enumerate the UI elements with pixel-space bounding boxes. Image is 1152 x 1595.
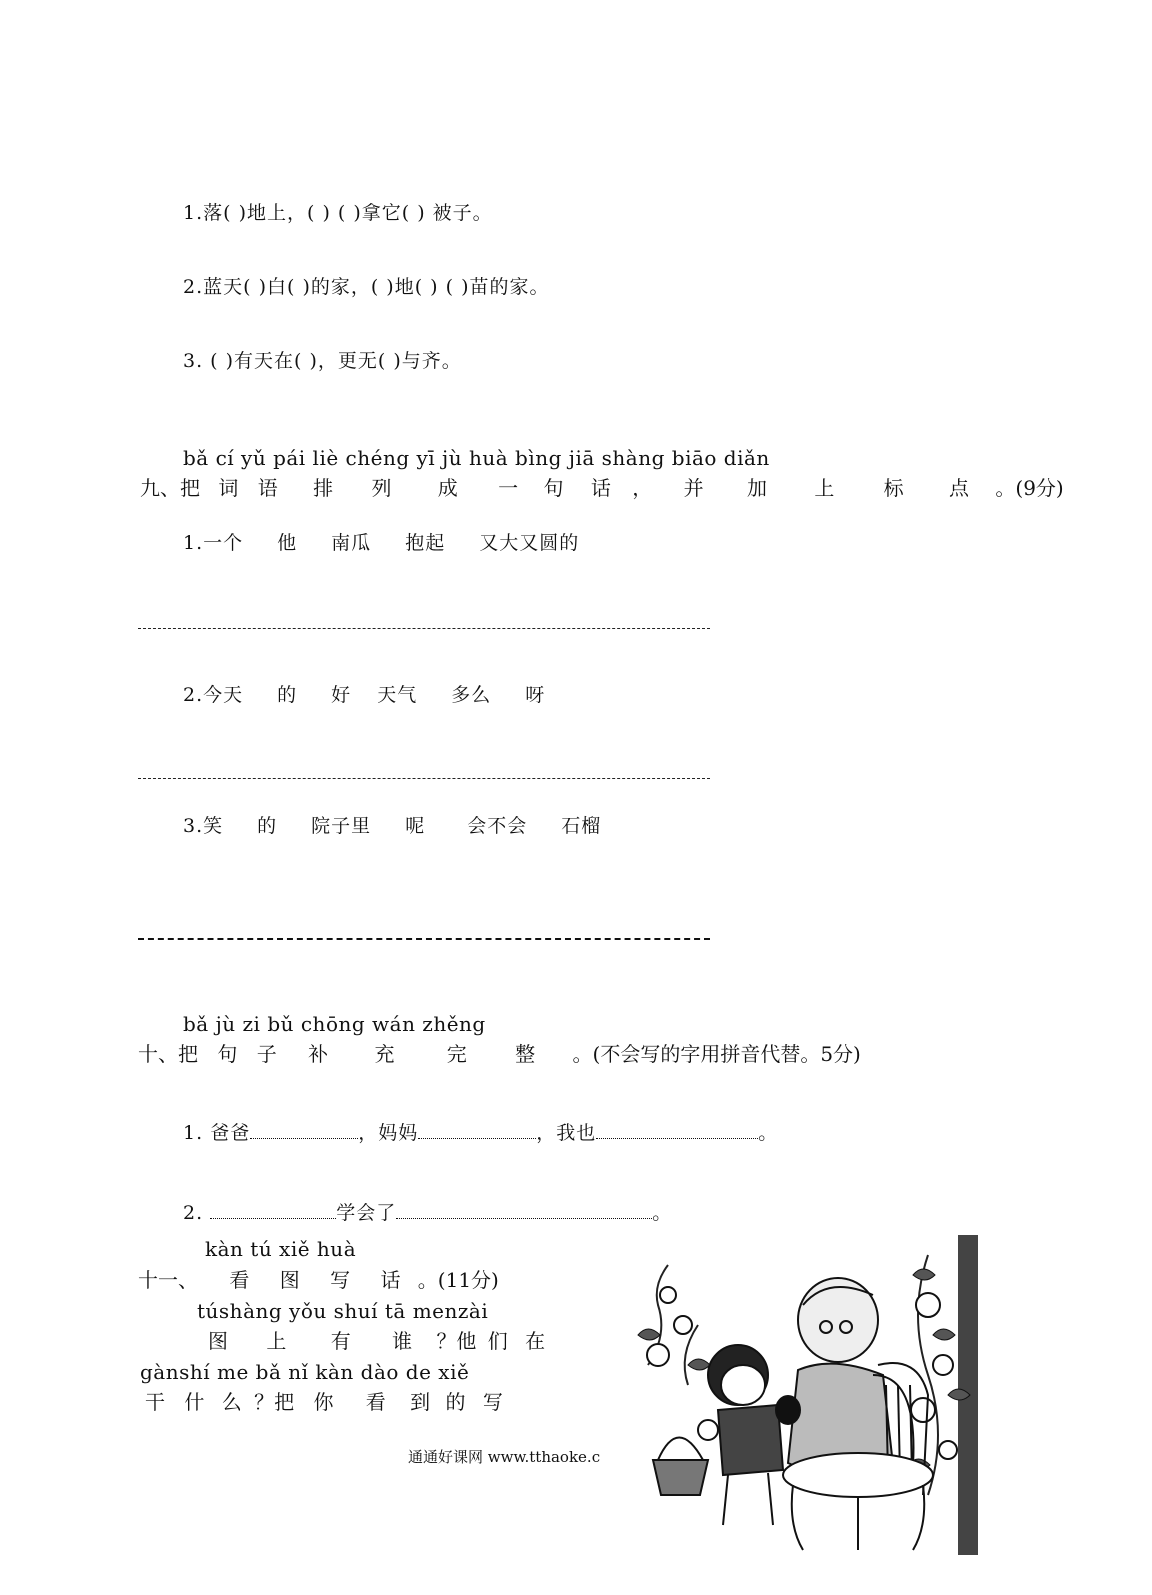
item-number: 3. (183, 815, 204, 837)
q10-title-char: 充 (374, 1042, 395, 1066)
q9-title-char: 标 (883, 476, 904, 500)
q11-sub-hanzi-1 (193, 1325, 555, 1354)
q10-title-char: 。(不会写的字用拼音代替。5分) (572, 1042, 861, 1066)
q9-title-char: 一 (498, 476, 519, 500)
hanzi-char: 看 (365, 1390, 386, 1414)
word-token: 呀 (525, 684, 546, 706)
q10-title-char: 完 (446, 1042, 467, 1066)
hanzi-char: ？把 (254, 1390, 295, 1414)
hanzi-char: 写 (482, 1390, 503, 1414)
q9-item-1 (183, 528, 613, 555)
item-number: 2. (183, 684, 204, 706)
q9-title-char: 。(9分) (995, 476, 1064, 500)
q10-line-2 (183, 1198, 672, 1225)
sentence-text: ，妈妈 (358, 1122, 419, 1144)
word-token: 会不会 (467, 815, 528, 837)
word-token: 天气 (377, 684, 418, 706)
q10-title-char: 子 (256, 1042, 277, 1066)
q10-title-char: 补 (308, 1042, 329, 1066)
blank-field[interactable] (250, 1120, 358, 1139)
word-token: 的 (257, 815, 278, 837)
word-token: 他 (277, 532, 298, 554)
q10-title-char: 十、把 (138, 1042, 198, 1066)
item-number: 1. (183, 1122, 204, 1144)
q9-item-2 (183, 680, 579, 707)
q11-pinyin: kàn tú xiě huà (205, 1237, 357, 1261)
answer-line-1[interactable] (138, 628, 710, 629)
q9-title-char: 点 (949, 476, 970, 500)
word-token: 南瓜 (331, 532, 372, 554)
blank-field[interactable] (210, 1200, 336, 1219)
q10-title (138, 1038, 861, 1067)
q9-title-char: 九、把 (140, 476, 200, 500)
q11-title-char: 看 (229, 1268, 250, 1292)
hanzi-char: 们 (487, 1329, 508, 1353)
hanzi-char: 你 (313, 1390, 334, 1414)
q11-title-char: 十一、 (138, 1268, 198, 1292)
q10-title-char: 句 (217, 1042, 238, 1066)
q11-sub-pinyin-2: gànshí me bǎ nǐ kàn dào de xiě (140, 1360, 470, 1384)
word-token: 今天 (203, 684, 244, 706)
word-token: 一个 (203, 532, 244, 554)
hanzi-char: 什 (184, 1390, 205, 1414)
word-token: 呢 (405, 815, 426, 837)
item-number: 2. (183, 1202, 204, 1224)
fill-line-1: 1.落( )地上，( ) ( )拿它( ) 被子。 (183, 202, 493, 224)
q9-pinyin: bǎ cí yǔ pái liè chéng yī jù huà bìng jiā shàng biāo diǎn (183, 446, 770, 470)
word-token: 石榴 (561, 815, 602, 837)
sentence-text: 。 (652, 1202, 673, 1224)
word-token: 好 (331, 684, 352, 706)
hanzi-char: 的 (445, 1390, 466, 1414)
q11-title-char: 写 (330, 1268, 351, 1292)
q10-pinyin: bǎ jù zi bǔ chōng wán zhěng (183, 1012, 486, 1036)
hanzi-char: 么 (221, 1390, 242, 1414)
answer-line-3[interactable] (138, 938, 710, 940)
hanzi-char: 在 (525, 1329, 546, 1353)
q9-title (140, 472, 1064, 501)
q9-title-char: 语 (257, 476, 278, 500)
q9-title-char: 排 (313, 476, 334, 500)
q11-sub-hanzi-2 (140, 1386, 507, 1415)
word-token: 又大又圆的 (479, 532, 580, 554)
word-token: 抱起 (405, 532, 446, 554)
q9-title-char: 加 (746, 476, 767, 500)
q9-title-char: 列 (371, 476, 392, 500)
footer-watermark: 通通好课网 www.tthaoke.c (408, 1448, 601, 1466)
word-token: 笑 (203, 815, 224, 837)
q10-title-char: 整 (515, 1042, 536, 1066)
hanzi-char: 干 (145, 1390, 165, 1414)
q11-title-char: 图 (279, 1268, 300, 1292)
word-token: 多么 (451, 684, 492, 706)
fill-line-3: 3. ( )有天在( )，更无( )与齐。 (183, 350, 462, 372)
hanzi-char: 谁 (392, 1329, 413, 1353)
hanzi-char: 图 (208, 1329, 228, 1353)
q11-title-char: 。(11分) (417, 1268, 499, 1292)
answer-line-2[interactable] (138, 778, 710, 779)
q11-sub-pinyin-1: túshàng yǒu shuí tā menzài (197, 1299, 489, 1323)
blank-field[interactable] (418, 1120, 536, 1139)
hanzi-char: ？他 (436, 1329, 477, 1353)
q11-title-char: 话 (380, 1268, 401, 1292)
q9-title-char: 句 (543, 476, 564, 500)
q9-title-char: 词 (218, 476, 239, 500)
hanzi-char: 有 (330, 1329, 351, 1353)
q10-line-1 (183, 1118, 778, 1145)
sentence-text: 爸爸 (210, 1122, 251, 1144)
word-token: 的 (277, 684, 298, 706)
sentence-text: 。 (758, 1122, 779, 1144)
word-token: 院子里 (311, 815, 372, 837)
sentence-text: 学会了 (336, 1202, 397, 1224)
fill-line-2: 2.蓝天( )白( )的家，( )地( ) ( )苗的家。 (183, 276, 550, 298)
q9-title-char: 并 (683, 476, 704, 500)
q9-title-char: 成 (437, 476, 458, 500)
illustration-grandparent-child (628, 1235, 978, 1555)
q9-title-char: ， (632, 476, 653, 500)
q11-title (138, 1264, 499, 1293)
sentence-text: ，我也 (536, 1122, 597, 1144)
q9-title-char: 上 (814, 476, 835, 500)
q9-item-3 (183, 811, 635, 838)
item-number: 1. (183, 532, 204, 554)
q9-title-char: 话 (590, 476, 611, 500)
blank-field[interactable] (396, 1200, 652, 1219)
hanzi-char: 上 (266, 1329, 287, 1353)
blank-field[interactable] (596, 1120, 758, 1139)
hanzi-char: 到 (410, 1390, 431, 1414)
